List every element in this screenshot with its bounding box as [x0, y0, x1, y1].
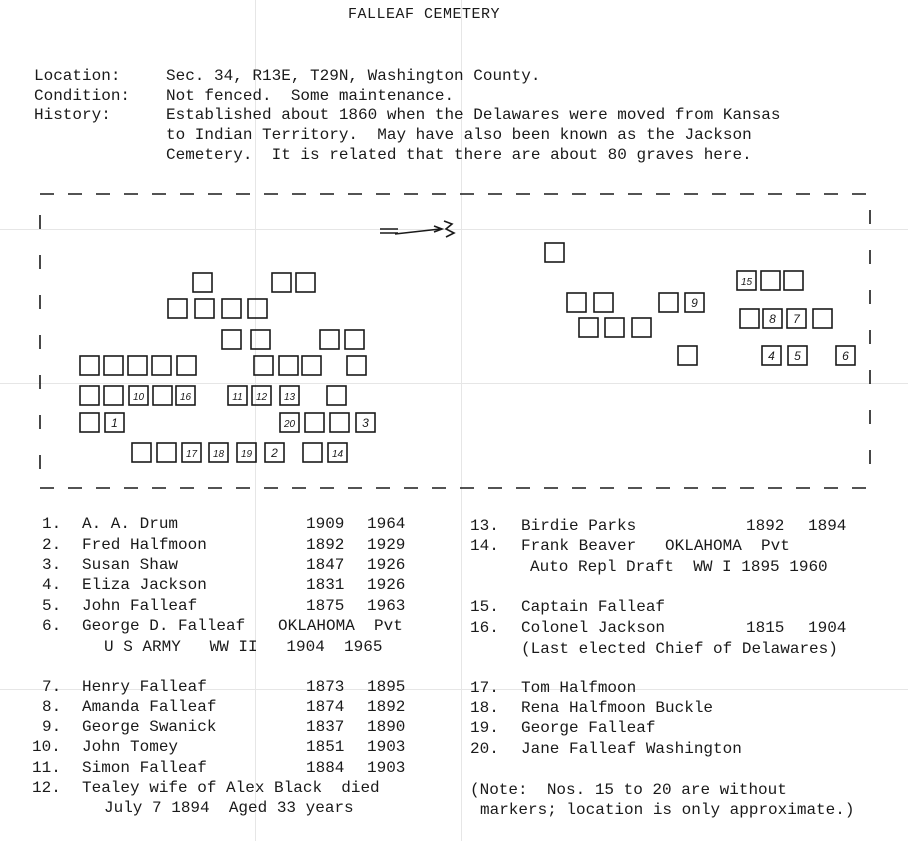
condition-label: Condition: [34, 87, 131, 105]
grave-box [195, 299, 214, 318]
entry-name: Jane Falleaf Washington [521, 740, 742, 758]
grave-number-2: 2 [271, 446, 278, 460]
grave-box [80, 386, 99, 405]
condition-value: Not fenced. Some maintenance. [166, 87, 455, 105]
entry-name: John Tomey [82, 738, 179, 756]
grave-number-15: 15 [740, 277, 753, 288]
entry-name: George Falleaf [521, 719, 656, 737]
entry-number: 3. [42, 556, 62, 574]
entry-name: Susan Shaw [82, 556, 179, 574]
grave-number-3: 3 [362, 416, 369, 430]
grave-number-19: 19 [240, 449, 253, 460]
entry-number: 2. [42, 536, 62, 554]
entry-name: Tom Halfmoon [521, 679, 637, 697]
grave-number-11: 11 [232, 392, 243, 403]
entry-born: 1851 [306, 738, 345, 756]
entry-number: 6. [42, 617, 62, 635]
entry-name: Colonel Jackson [521, 619, 666, 637]
grave-box [104, 356, 123, 375]
grave-number-4: 4 [768, 349, 775, 363]
location-value: Sec. 34, R13E, T29N, Washington County. [166, 67, 541, 85]
entry-died: 1892 [367, 698, 406, 716]
entry-number: 9. [42, 718, 62, 736]
grave-box [659, 293, 678, 312]
grave-box [740, 309, 759, 328]
entry-born: 1875 [306, 597, 345, 615]
grave-box [678, 346, 697, 365]
history-label: History: [34, 106, 111, 124]
entry-died: 1926 [367, 576, 406, 594]
grave-number-13: 13 [283, 392, 296, 403]
grave-box [327, 386, 346, 405]
grave-box [302, 356, 321, 375]
grave-box [157, 443, 176, 462]
entry-died: 1963 [367, 597, 406, 615]
entry-name: Henry Falleaf [82, 678, 207, 696]
grave-box [632, 318, 651, 337]
grave-box [605, 318, 624, 337]
entry-number: 12. [32, 779, 61, 797]
grave-box [177, 356, 196, 375]
note-text: markers; location is only approximate.) [480, 801, 855, 819]
grave-box [813, 309, 832, 328]
grave-number-17: 17 [185, 449, 198, 460]
grave-number-6: 6 [842, 349, 849, 363]
grave-number-9: 9 [691, 296, 698, 310]
entry-born: 1837 [306, 718, 345, 736]
entry-number: 14. [470, 537, 499, 555]
grave-box [80, 356, 99, 375]
grave-box [254, 356, 273, 375]
entry-continuation: (Last elected Chief of Delawares) [521, 640, 838, 658]
entry-died: 1895 [367, 678, 406, 696]
grave-box [168, 299, 187, 318]
grave-number-16: 16 [179, 392, 192, 403]
entry-number: 5. [42, 597, 62, 615]
grave-number-1: 1 [111, 416, 118, 430]
entry-born: 1909 [306, 515, 345, 533]
grave-box [579, 318, 598, 337]
entry-name: Eliza Jackson [82, 576, 207, 594]
grave-box [347, 356, 366, 375]
grave-number-20: 20 [283, 419, 296, 430]
entry-born: 1892 [746, 517, 785, 535]
entry-number: 15. [470, 598, 499, 616]
entry-name: John Falleaf [82, 597, 198, 615]
note-text: (Note: Nos. 15 to 20 are without [470, 781, 787, 799]
entry-continuation: U S ARMY WW II 1904 1965 [104, 638, 383, 656]
grave-box [303, 443, 322, 462]
entry-name: Amanda Falleaf [82, 698, 217, 716]
grave-box [545, 243, 564, 262]
entry-name: Frank Beaver OKLAHOMA Pvt [521, 537, 790, 555]
entry-name: Fred Halfmoon [82, 536, 207, 554]
entry-name: Birdie Parks [521, 517, 637, 535]
grave-number-5: 5 [794, 349, 801, 363]
grave-box [784, 271, 803, 290]
grave-box [330, 413, 349, 432]
entry-name: Simon Falleaf [82, 759, 207, 777]
grave-box [222, 330, 241, 349]
history-line: Cemetery. It is related that there are about 80 graves here. [166, 146, 752, 164]
grave-number-7: 7 [793, 312, 800, 326]
entry-died: 1904 [808, 619, 847, 637]
entry-died: 1929 [367, 536, 406, 554]
entry-continuation: Auto Repl Draft WW I 1895 1960 [530, 558, 828, 576]
entry-number: 10. [32, 738, 61, 756]
entry-name: George Swanick [82, 718, 217, 736]
grave-box [567, 293, 586, 312]
grave-number-10: 10 [132, 392, 145, 403]
page-title: FALLEAF CEMETERY [348, 6, 501, 23]
grave-box [128, 356, 147, 375]
grave-box [594, 293, 613, 312]
entry-number: 18. [470, 699, 499, 717]
grave-box [345, 330, 364, 349]
grave-box [761, 271, 780, 290]
entry-number: 13. [470, 517, 499, 535]
history-line: Established about 1860 when the Delawares were moved from Kansas [166, 106, 781, 124]
grave-box [132, 443, 151, 462]
location-label: Location: [34, 67, 121, 85]
entry-name: A. A. Drum [82, 515, 179, 533]
grave-box [80, 413, 99, 432]
entry-name: Rena Halfmoon Buckle [521, 699, 714, 717]
entry-died: 1926 [367, 556, 406, 574]
grave-number-14: 14 [331, 449, 344, 460]
north-arrow-icon [380, 221, 454, 237]
grave-box [272, 273, 291, 292]
entry-number: 11. [32, 759, 61, 777]
entry-born: 1892 [306, 536, 345, 554]
entry-extra: OKLAHOMA Pvt [278, 617, 403, 635]
grave-box [251, 330, 270, 349]
entry-born: 1831 [306, 576, 345, 594]
grave-box [320, 330, 339, 349]
entry-name: George D. Falleaf [82, 617, 246, 635]
grave-box [222, 299, 241, 318]
entry-born: 1873 [306, 678, 345, 696]
grave-number-8: 8 [769, 312, 776, 326]
entry-number: 20. [470, 740, 499, 758]
entry-number: 19. [470, 719, 499, 737]
entry-died: 1903 [367, 759, 406, 777]
grave-box [193, 273, 212, 292]
entry-died: 1890 [367, 718, 406, 736]
grave-box [248, 299, 267, 318]
grave-box [279, 356, 298, 375]
entry-born: 1884 [306, 759, 345, 777]
entry-died: 1903 [367, 738, 406, 756]
entry-number: 16. [470, 619, 499, 637]
grave-box [153, 386, 172, 405]
entry-number: 7. [42, 678, 62, 696]
entry-continuation: July 7 1894 Aged 33 years [104, 799, 354, 817]
entry-number: 8. [42, 698, 62, 716]
entry-name: Tealey wife of Alex Black died [82, 779, 380, 797]
grave-number-12: 12 [255, 392, 268, 403]
grave-box [104, 386, 123, 405]
entry-number: 4. [42, 576, 62, 594]
entry-born: 1815 [746, 619, 785, 637]
entry-died: 1894 [808, 517, 847, 535]
entry-died: 1964 [367, 515, 406, 533]
grave-number-18: 18 [212, 449, 225, 460]
grave-box [305, 413, 324, 432]
history-line: to Indian Territory. May have also been known as the Jackson [166, 126, 752, 144]
entry-born: 1874 [306, 698, 345, 716]
entry-born: 1847 [306, 556, 345, 574]
grave-box [296, 273, 315, 292]
entry-number: 1. [42, 515, 62, 533]
entry-number: 17. [470, 679, 499, 697]
grave-box [152, 356, 171, 375]
entry-name: Captain Falleaf [521, 598, 666, 616]
